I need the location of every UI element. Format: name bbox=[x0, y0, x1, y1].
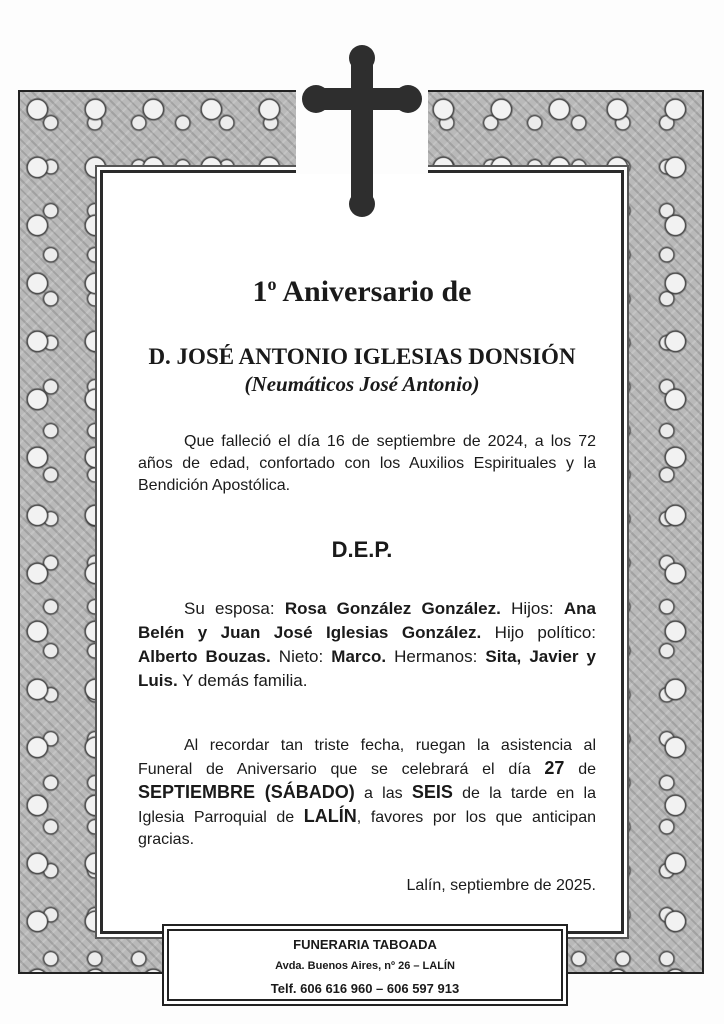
cross-icon bbox=[302, 44, 422, 219]
son-in-law-name: Alberto Bouzas. bbox=[138, 647, 271, 666]
deceased-name: D. JOSÉ ANTONIO IGLESIAS DONSIÓN bbox=[148, 344, 576, 369]
wife-label: Su esposa: bbox=[184, 599, 285, 618]
invitation-paragraph bbox=[138, 735, 596, 851]
funeral-place: LALÍN bbox=[303, 806, 357, 826]
death-notice: Que falleció el día 16 de septiembre de 2024, a los 72 años de edad, confortado con los Auxilios Espirituales y la Bendición Apostólica. bbox=[138, 433, 596, 494]
siblings-names: Sita, Javier y Luis. bbox=[138, 647, 596, 690]
funeral-day: 27 bbox=[544, 758, 565, 778]
son-in-law-label: Hijo político: bbox=[481, 623, 596, 642]
title-ordinal-mark: o bbox=[267, 274, 277, 294]
grandson-name: Marco. bbox=[331, 647, 387, 666]
invitation-part2: de bbox=[564, 761, 596, 778]
invitation-part3: a las bbox=[354, 785, 412, 802]
funeral-home-address: Avda. Buenos Aires, nº 26 – LALÍN bbox=[275, 960, 455, 972]
children-label: Hijos: bbox=[500, 599, 564, 618]
place-date: Lalín, septiembre de 2025. bbox=[406, 877, 596, 894]
other-family: Y demás familia. bbox=[177, 671, 308, 690]
invitation-part4: de la tarde en la Iglesia Parroquial de bbox=[138, 785, 596, 826]
funeral-month: SEPTIEMBRE (SÁBADO) bbox=[138, 782, 355, 802]
invitation-part1: Al recordar tan triste fecha, ruegan la asistencia al Funeral de Aniversario que se celebrará el día bbox=[138, 737, 596, 778]
notice-title bbox=[120, 274, 604, 309]
grandson-label: Nieto: bbox=[270, 647, 332, 666]
funeral-home-box bbox=[162, 924, 568, 1006]
funeral-home-phones: Telf. 606 616 960 – 606 597 913 bbox=[270, 981, 460, 996]
title-ordinal-number: 1 bbox=[252, 275, 268, 308]
deceased-nickname: (Neumáticos José Antonio) bbox=[244, 372, 480, 396]
invitation-part5: , favores por los que anticipan gracias. bbox=[138, 809, 597, 848]
funeral-time: SEIS bbox=[411, 782, 453, 802]
siblings-label: Hermanos: bbox=[386, 647, 486, 666]
funeral-home-name: FUNERARIA TABOADA bbox=[293, 937, 437, 952]
title-rest: Aniversario de bbox=[276, 275, 472, 308]
wife-name: Rosa González González. bbox=[284, 599, 501, 618]
family-paragraph bbox=[138, 597, 596, 693]
rip-heading: D.E.P. bbox=[331, 537, 393, 562]
children-names: Ana Belén y Juan José Iglesias González. bbox=[138, 599, 596, 642]
